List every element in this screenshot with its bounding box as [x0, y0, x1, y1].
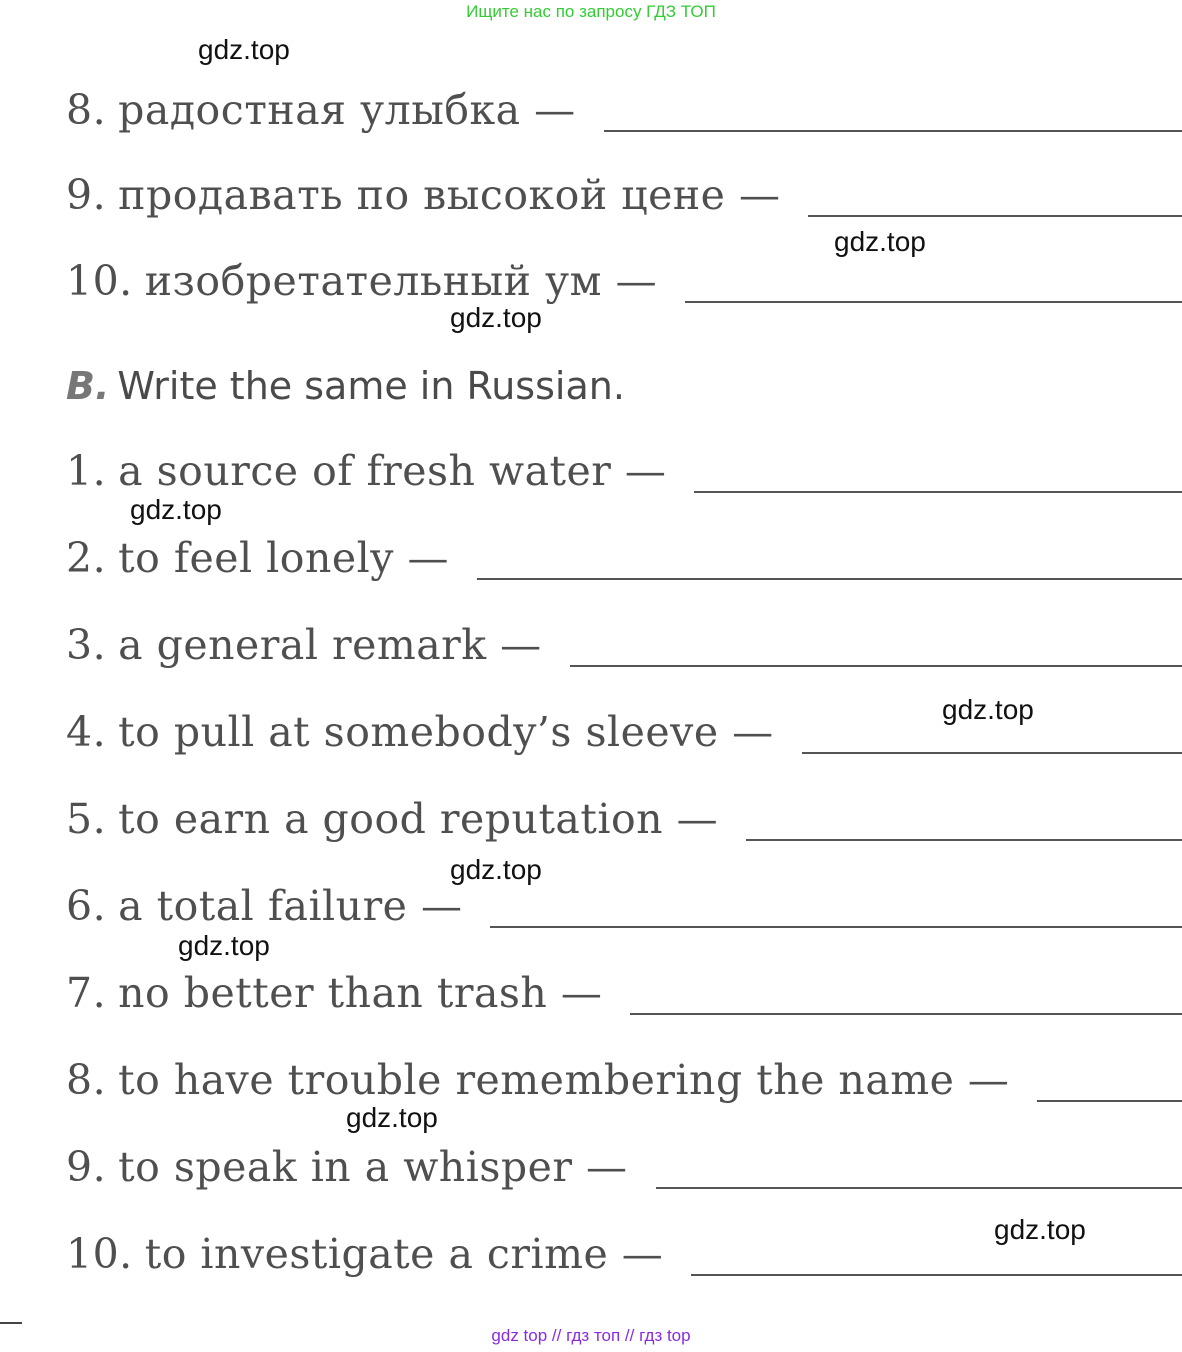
- answer-blank[interactable]: [1037, 1100, 1182, 1102]
- item-phrase: радостная улыбка —: [118, 86, 576, 134]
- answer-blank[interactable]: [656, 1187, 1182, 1189]
- answer-blank[interactable]: [604, 130, 1182, 132]
- exercise-b-item-2: [66, 528, 1182, 588]
- watermark: gdz.top: [450, 854, 542, 885]
- section-instruction: Write the same in Russian.: [117, 364, 625, 408]
- item-number: 8.: [66, 1056, 107, 1104]
- exercise-b-item-9: [66, 1137, 1182, 1197]
- item-phrase: продавать по высокой цене —: [118, 171, 781, 219]
- item-phrase: to earn a good reputation —: [118, 795, 719, 843]
- exercise-b-item-1: [66, 441, 1182, 501]
- answer-blank[interactable]: [490, 926, 1182, 928]
- answer-blank[interactable]: [685, 301, 1182, 303]
- exercise-b-item-7: [66, 963, 1182, 1023]
- footer-links[interactable]: gdz top // гдз топ // гдз top: [491, 1326, 691, 1345]
- item-number: 6.: [66, 882, 107, 930]
- item-number: 9.: [66, 171, 107, 219]
- answer-blank[interactable]: [691, 1274, 1182, 1276]
- item-number: 2.: [66, 534, 107, 582]
- exercise-a-item-8: [66, 80, 1182, 140]
- answer-blank[interactable]: [570, 665, 1182, 667]
- answer-blank[interactable]: [630, 1013, 1182, 1015]
- item-number: 5.: [66, 795, 107, 843]
- item-phrase: изобретательный ум —: [144, 257, 658, 305]
- exercise-b-item-3: [66, 615, 1182, 675]
- item-number: 7.: [66, 969, 107, 1017]
- item-phrase: a total failure —: [118, 882, 463, 930]
- item-phrase: a general remark —: [118, 621, 542, 669]
- item-phrase: a source of fresh water —: [118, 447, 667, 495]
- answer-blank[interactable]: [746, 839, 1182, 841]
- watermark: gdz.top: [942, 694, 1034, 725]
- item-number: 4.: [66, 708, 107, 756]
- watermark: gdz.top: [198, 34, 290, 65]
- item-phrase: no better than trash —: [118, 969, 603, 1017]
- item-number: 10.: [66, 257, 133, 305]
- section-b-heading: [66, 358, 625, 414]
- item-number: 3.: [66, 621, 107, 669]
- watermark: gdz.top: [130, 494, 222, 525]
- answer-blank[interactable]: [694, 491, 1182, 493]
- item-phrase: to speak in a whisper —: [118, 1143, 628, 1191]
- exercise-b-item-8: [66, 1050, 1182, 1110]
- watermark: gdz.top: [994, 1214, 1086, 1245]
- search-banner[interactable]: Ищите нас по запросу ГДЗ ТОП: [466, 2, 716, 21]
- section-letter: B.: [66, 364, 110, 408]
- item-phrase: to feel lonely —: [118, 534, 449, 582]
- item-number: 9.: [66, 1143, 107, 1191]
- answer-blank[interactable]: [477, 578, 1182, 580]
- exercise-b-item-6: [66, 876, 1182, 936]
- watermark: gdz.top: [346, 1102, 438, 1133]
- item-phrase: to have trouble remembering the name —: [118, 1056, 1010, 1104]
- exercise-a-item-10: [66, 251, 1182, 311]
- item-number: 8.: [66, 86, 107, 134]
- exercise-a-item-9: [66, 165, 1182, 225]
- exercise-b-item-5: [66, 789, 1182, 849]
- watermark: gdz.top: [834, 226, 926, 257]
- watermark: gdz.top: [450, 302, 542, 333]
- watermark: gdz.top: [178, 930, 270, 961]
- item-number: 1.: [66, 447, 107, 495]
- item-phrase: to pull at somebody’s sleeve —: [118, 708, 774, 756]
- answer-blank[interactable]: [808, 215, 1182, 217]
- item-phrase: to investigate a crime —: [144, 1230, 664, 1278]
- item-number: 10.: [66, 1230, 133, 1278]
- answer-blank[interactable]: [802, 752, 1182, 754]
